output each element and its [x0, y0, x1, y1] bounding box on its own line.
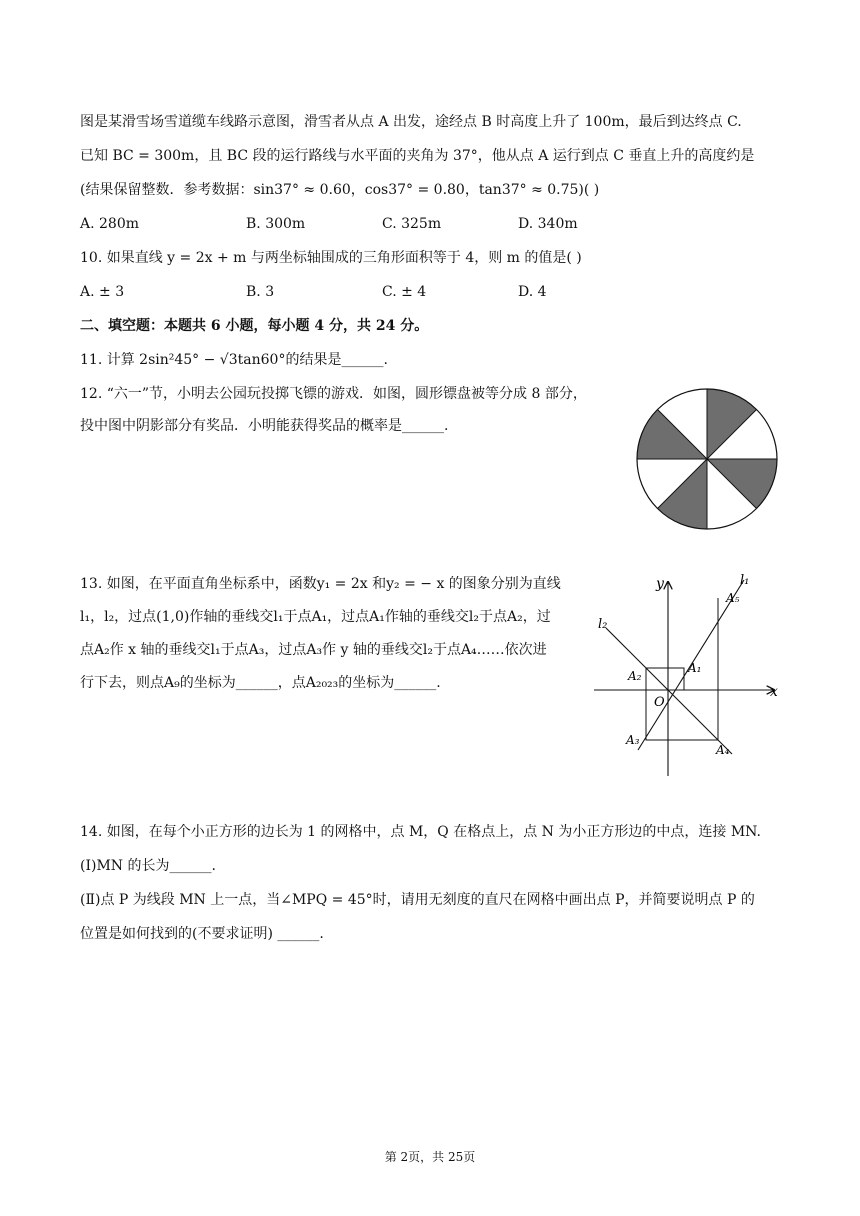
label-l2: l₂	[598, 617, 608, 632]
q12-line-1: 12. “六一”节，小明去公园玩投掷飞镖的游戏．如图，圆形镖盘被等分成 8 部分，	[80, 386, 587, 402]
label-a3: A₃	[626, 733, 640, 747]
q10-stem: 10. 如果直线 y = 2x + m 与两坐标轴围成的三角形面积等于 4，则 m 的值是( )	[80, 250, 582, 266]
q9-line-2: 已知 BC = 300m，且 BC 段的运行路线与水平面的夹角为 37°，他从点 A 运行到点 C 垂直上升的高度约是	[80, 148, 755, 164]
q14-line-1: 14. 如图，在每个小正方形的边长为 1 的网格中，点 M，Q 在格点上，点 N 为小正方形边的中点，连接 MN.	[80, 824, 761, 840]
dartboard-shaded-sector	[707, 389, 757, 459]
construction-path	[646, 598, 718, 740]
q10-option-c: C. ± 4	[382, 284, 427, 300]
q14-line-2: (Ⅰ)MN 的长为______.	[80, 858, 216, 874]
label-origin: O	[654, 695, 665, 710]
line-l2	[606, 628, 732, 754]
q13-line-4: 行下去，则点A₉的坐标为______，点A₂₀₂₃的坐标为______.	[80, 675, 441, 691]
q9-option-b: B. 300m	[246, 216, 306, 232]
q14-line-4: 位置是如何找到的(不要求证明) ______.	[80, 926, 324, 942]
q9-option-a: A. 280m	[80, 216, 140, 232]
q9-line-3: (结果保留整数．参考数据：sin37° ≈ 0.60，cos37° = 0.80，tan37° ≈ 0.75)( )	[80, 182, 600, 198]
label-a4: A₄	[716, 743, 730, 757]
q10-option-a: A. ± 3	[80, 284, 125, 300]
label-a1: A₁	[688, 661, 702, 675]
q10-option-b: B. 3	[246, 284, 275, 300]
q9-option-d: D. 340m	[518, 216, 578, 232]
page-footer: 第 2页，共 25页	[384, 1150, 476, 1164]
label-x: x	[770, 684, 778, 700]
q11-stem: 11. 计算 2sin²45° − √3tan60°的结果是______.	[80, 352, 388, 368]
q13-line-1: 13. 如图，在平面直角坐标系中，函数y₁ = 2x 和y₂ = − x 的图象分别为直线	[80, 576, 561, 592]
dartboard-shaded-sector	[707, 459, 777, 509]
q10-option-d: D. 4	[518, 284, 547, 300]
q14-line-3: (Ⅱ)点 P 为线段 MN 上一点，当∠MPQ = 45°时，请用无刻度的直尺在网格中画出点 P，并简要说明点 P 的	[80, 892, 755, 908]
q9-line-1: 图是某滑雪场雪道缆车线路示意图，滑雪者从点 A 出发，途经点 B 时高度上升了 100m，最后到达终点 C.	[80, 114, 742, 130]
label-a2: A₂	[628, 669, 642, 683]
q12-line-2: 投中图中阴影部分有奖品．小明能获得奖品的概率是______.	[80, 418, 449, 434]
label-l1: l₁	[740, 573, 750, 588]
q9-option-c: C. 325m	[382, 216, 442, 232]
label-y: y	[656, 576, 664, 592]
label-a5: A₅	[726, 591, 740, 605]
section-2-title: 二、填空题：本题共 6 小题，每小题 4 分，共 24 分。	[80, 318, 429, 334]
q13-line-2: l₁，l₂，过点(1,0)作轴的垂线交l₁于点A₁，过点A₁作轴的垂线交l₂于点A₂，过	[80, 609, 551, 625]
q13-line-3: 点A₂作 x 轴的垂线交l₁于点A₃，过点A₃作 y 轴的垂线交l₂于点A₄……依次进	[80, 642, 547, 658]
dartboard-shaded-sector	[658, 459, 708, 529]
dartboard-shaded-sector	[637, 410, 707, 460]
dartboard-figure	[634, 386, 780, 532]
coordinate-figure	[592, 568, 782, 780]
